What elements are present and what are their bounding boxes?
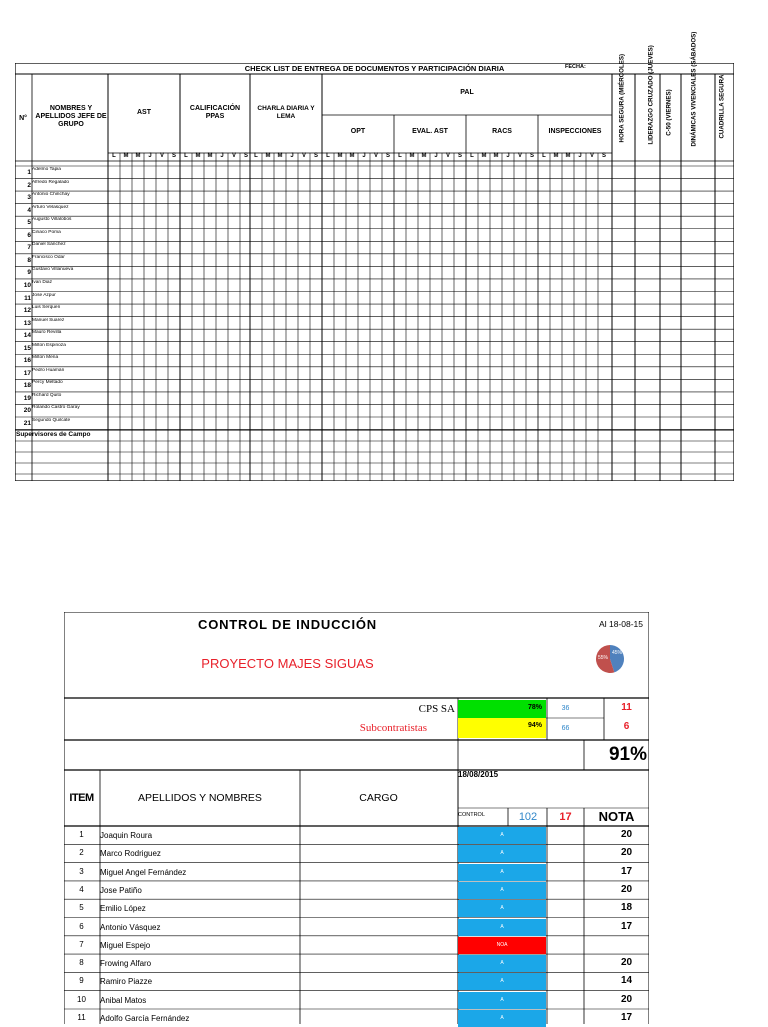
pie-right-label: 45%	[612, 650, 623, 656]
induction-row-name: Joaquin Roura	[100, 831, 153, 840]
row-name: Luis Serquen	[32, 305, 61, 311]
summary-cps-other: 11	[621, 702, 632, 713]
induction-row-control: A	[458, 919, 546, 936]
induction-row-control: A	[458, 973, 546, 990]
day-header: M	[195, 153, 201, 159]
header-eval-ast: EVAL. AST	[412, 128, 448, 135]
day-header: J	[148, 153, 152, 159]
induction-row-name: Antonio Vásquez	[100, 922, 161, 932]
col-names: APELLIDOS Y NOMBRES	[138, 792, 262, 804]
row-number: 4	[27, 206, 31, 214]
row-number: 9	[27, 269, 31, 277]
supervisors-label: Supervisores de Campo	[16, 431, 91, 438]
row-number: 5	[27, 219, 31, 227]
induction-row-name: Frowing Alfaro	[100, 959, 152, 969]
row-name: Francisco Odar	[32, 254, 65, 260]
row-number: 13	[23, 319, 31, 327]
summary-cps-pct: 78%	[458, 700, 546, 718]
induction-row-item: 7	[79, 939, 84, 949]
row-number: 11	[24, 294, 31, 302]
induction-row-name: Adolfo García Fernández	[100, 1014, 190, 1023]
induction-row-item: 10	[77, 994, 86, 1004]
induction-row-name: Miguel Angel Fernández	[100, 867, 187, 877]
header-c50: C-50 (VIERNES)	[665, 89, 673, 136]
day-header: L	[112, 153, 116, 159]
pie-left-label: 55%	[598, 655, 609, 661]
control-label: CONTROL	[458, 812, 485, 818]
checklist-title: CHECK LIST DE ENTREGA DE DOCUMENTOS Y PARTICIPACIÓN DIARIA	[244, 64, 505, 73]
row-name: Augusto Villalobos	[32, 217, 72, 223]
control-other: 17	[559, 811, 572, 823]
row-number: 8	[27, 256, 31, 264]
day-header: V	[373, 153, 378, 159]
day-header: S	[243, 153, 248, 159]
day-header: L	[326, 153, 330, 159]
row-number: 19	[23, 394, 31, 402]
day-header: V	[231, 153, 236, 159]
induction-row-item: 2	[79, 848, 84, 858]
day-header: S	[171, 153, 176, 159]
day-header: V	[517, 153, 522, 159]
row-name: Milton Espinoza	[32, 342, 66, 348]
induction-row-name: Marco Rodriguez	[100, 849, 161, 859]
row-number: 12	[23, 307, 31, 315]
control-count: 102	[518, 811, 538, 823]
day-header: M	[421, 153, 427, 159]
induction-row-nota: 14	[620, 975, 633, 987]
induction-row-item: 6	[79, 921, 84, 931]
header-ast: AST	[137, 109, 151, 116]
induction-row-nota: 20	[620, 829, 633, 840]
induction-row-control: A	[458, 864, 546, 881]
row-number: 1	[27, 169, 31, 176]
day-header: M	[481, 153, 487, 159]
col-item: ITEM	[69, 792, 94, 804]
row-name: Jose Azpur	[32, 292, 56, 298]
induction-row-name: Miguel Espejo	[100, 940, 151, 950]
day-header: V	[159, 153, 164, 159]
row-name: Milton Mena	[32, 355, 59, 361]
day-header: S	[457, 153, 462, 159]
induction-row-control: A	[458, 955, 546, 972]
induction-row-control: NOA	[458, 937, 546, 954]
total-percentage: 91%	[608, 744, 647, 765]
induction-row-control: A	[458, 900, 546, 917]
induction-row-item: 5	[79, 903, 84, 913]
day-header: M	[337, 153, 343, 159]
row-number: 18	[23, 382, 31, 390]
header-inspecciones: INSPECCIONES	[548, 128, 602, 135]
col-nota: NOTA	[598, 809, 635, 824]
fecha-label: FECHA:	[565, 64, 586, 70]
row-name: Antonio Chinchay	[32, 192, 70, 198]
summary-sub-pct: 94%	[458, 718, 546, 738]
induction-row-nota: 20	[620, 883, 633, 895]
day-header: V	[301, 153, 306, 159]
header-pal: PAL	[460, 89, 474, 96]
day-header: L	[184, 153, 188, 159]
checklist-sheet	[15, 31, 734, 481]
header-liderazgo: LIDERAZGO CRUZADO (JUEVES)	[647, 45, 655, 145]
row-number: 21	[23, 420, 31, 427]
induction-row-item: 8	[79, 958, 84, 968]
day-header: S	[601, 153, 606, 159]
row-name: Richard Quito	[32, 392, 62, 398]
day-header: L	[542, 153, 546, 159]
day-header: V	[589, 153, 594, 159]
header-cuadrilla: CUADRILLA SEGURA	[718, 74, 726, 139]
day-header: M	[565, 153, 571, 159]
induction-row-item: 4	[79, 884, 84, 894]
row-number: 20	[23, 407, 31, 415]
induction-sheet	[64, 612, 649, 1024]
header-calificacion: CALIFICACIÓN PPAS	[189, 105, 241, 120]
row-name: Gustavo Villanueva	[32, 267, 74, 273]
induction-row-nota: 20	[620, 993, 633, 1005]
day-header: M	[553, 153, 559, 159]
summary-sub-count: 66	[561, 725, 570, 732]
col-date: 18/08/2015	[458, 770, 499, 779]
day-header: L	[254, 153, 258, 159]
day-header: M	[493, 153, 499, 159]
induction-row-control: A	[458, 882, 546, 899]
header-racs: RACS	[492, 128, 512, 135]
row-name: Mauro Revilla	[32, 330, 62, 336]
day-header: M	[123, 153, 129, 159]
induction-row-item: 11	[77, 1013, 86, 1022]
row-number: 17	[23, 369, 31, 377]
day-header: S	[529, 153, 534, 159]
row-name: Adelmo Tapia	[32, 167, 61, 172]
induction-title: CONTROL DE INDUCCIÓN	[198, 617, 377, 632]
induction-row-nota: 20	[620, 957, 633, 969]
induction-row-nota: 18	[620, 902, 633, 914]
induction-row-nota: 17	[620, 1012, 633, 1023]
row-name: Rolando Castro Garay	[32, 405, 80, 411]
induction-row-nota: 17	[620, 865, 633, 877]
project-name: PROYECTO MAJES SIGUAS	[201, 656, 374, 671]
induction-row-control: A	[458, 845, 546, 862]
day-header: M	[135, 153, 141, 159]
day-header: J	[290, 153, 294, 159]
report-date: Al 18-08-15	[599, 619, 643, 629]
induction-row-control: A	[458, 1010, 546, 1027]
induction-row-item: 3	[79, 866, 84, 876]
induction-row-name: Anibal Matos	[100, 995, 147, 1005]
header-charla: CHARLA DIARIA Y LEMA	[257, 105, 315, 120]
day-header: M	[265, 153, 271, 159]
day-header: V	[445, 153, 450, 159]
day-header: L	[398, 153, 402, 159]
induction-row-nota: 20	[620, 847, 633, 859]
induction-row-item: 9	[79, 976, 84, 986]
day-header: S	[313, 153, 318, 159]
induction-row-name: Jose Patiño	[100, 885, 142, 895]
header-num: N°	[19, 115, 27, 122]
row-number: 16	[23, 357, 31, 365]
row-name: Pedro Huamán	[32, 367, 65, 373]
row-number: 6	[27, 231, 31, 239]
summary-sub-other: 6	[623, 721, 630, 732]
header-names: NOMBRES Y APELLIDOS JEFE DE GRUPO	[35, 105, 107, 128]
induction-row-control: A	[458, 827, 546, 844]
row-name: Arturo Velasquez	[32, 204, 69, 210]
row-name: Daniel Sánchez	[32, 242, 66, 248]
row-name: Ivan Diaz	[32, 279, 52, 285]
checklist-grid	[15, 31, 734, 481]
col-cargo: CARGO	[359, 792, 398, 804]
row-number: 15	[23, 344, 31, 352]
day-header: M	[277, 153, 283, 159]
row-number: 7	[27, 244, 31, 252]
row-number: 2	[27, 181, 31, 189]
summary-cps-label: CPS SA	[418, 703, 455, 715]
day-header: S	[385, 153, 390, 159]
induction-row-control: A	[458, 992, 546, 1009]
row-number: 14	[23, 332, 31, 340]
induction-row-name: Ramiro Piazze	[100, 977, 153, 987]
header-hora-segura: HORA SEGURA (MIÉRCOLES)	[618, 53, 626, 143]
header-opt: OPT	[350, 128, 366, 135]
day-header: J	[506, 153, 510, 159]
row-name: Ciriaco Poma	[32, 229, 61, 235]
induction-row-item: 1	[79, 830, 84, 839]
header-dinamicas: DINÁMICAS VIVENCIALES (SÁBADOS)	[690, 31, 698, 147]
summary-cps-count: 36	[561, 705, 570, 712]
day-header: J	[220, 153, 224, 159]
row-name: Percy Meltado	[32, 380, 63, 386]
day-header: J	[434, 153, 438, 159]
day-header: L	[470, 153, 474, 159]
day-header: M	[207, 153, 213, 159]
day-header: M	[409, 153, 415, 159]
row-name: Segundo Quilcate	[32, 418, 71, 423]
row-number: 10	[23, 281, 31, 289]
row-number: 3	[27, 194, 31, 202]
row-name: Alfredo Regalado	[32, 179, 70, 185]
row-name: Manuel Suarez	[32, 317, 65, 323]
induction-row-nota: 17	[620, 920, 633, 932]
induction-row-name: Emilio López	[100, 904, 146, 914]
day-header: J	[362, 153, 366, 159]
day-header: M	[349, 153, 355, 159]
day-header: J	[578, 153, 582, 159]
summary-sub-label: Subcontratistas	[359, 722, 427, 734]
